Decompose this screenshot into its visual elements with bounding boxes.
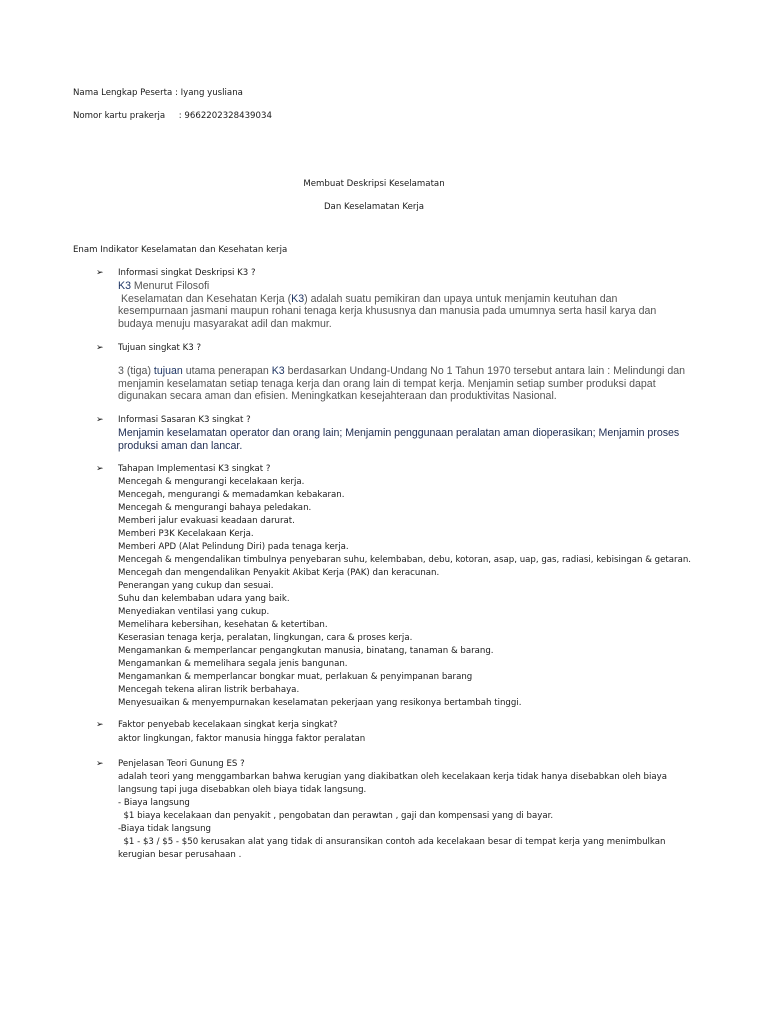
section-3-line-2: produksi aman dan lancar. [118, 439, 243, 452]
section-2-text-a: 3 (tiga) [118, 365, 154, 377]
bullet-icon: ➢ [96, 268, 104, 278]
section-2-text-b: utama penerapan [182, 365, 272, 377]
implementation-item: Suhu dan kelembaban udara yang baik. [118, 594, 290, 604]
implementation-item: Memberi P3K Kecelakaan Kerja. [118, 529, 254, 539]
implementation-item: Mencegah dan mengendalikan Penyakit Akibat Kerja (PAK) dan keracunan. [118, 568, 440, 578]
implementation-list [118, 476, 692, 710]
implementation-item: Menyesuaikan & menyempurnakan keselamatan pekerjaan yang resikonya bertambah tinggi. [118, 698, 522, 708]
section-6-line: -Biaya tidak langsung [118, 824, 211, 834]
implementation-item: Memberi jalur evakuasi keadaan darurat. [118, 516, 295, 526]
section-1-title: Informasi singkat Deskripsi K3 ? [118, 268, 256, 278]
section-2-title: Tujuan singkat K3 ? [118, 343, 202, 353]
k3-keyword: K3 [291, 292, 305, 305]
implementation-item: Menyediakan ventilasi yang cukup. [118, 607, 270, 617]
implementation-item: Mengamankan & memperlancar pengangkutan manusia, binatang, tanaman & barang. [118, 646, 494, 656]
section-1-text-b: ) adalah suatu pemikiran dan upaya untuk menjamin keutuhan dan [304, 292, 618, 305]
section-5-line-1: aktor lingkungan, faktor manusia hingga faktor peralatan [118, 734, 366, 744]
bullet-icon: ➢ [96, 343, 104, 353]
document-title-line2: Dan Keselamatan Kerja [323, 202, 425, 212]
bullet-icon: ➢ [96, 759, 104, 769]
implementation-item: Mengamankan & memelihara segala jenis bangunan. [118, 659, 348, 669]
section-6-title: Penjelasan Teori Gunung ES ? [118, 759, 245, 769]
bullet-icon: ➢ [96, 415, 104, 425]
implementation-item: Keserasian tenaga kerja, peralatan, lingkungan, cara & proses kerja. [118, 633, 413, 643]
section-1-line-3: budaya menuju masyarakat adil dan makmur. [118, 317, 332, 330]
document-title-line1: Membuat Deskripsi Keselamatan [303, 179, 445, 189]
intro-heading: Enam Indikator Keselamatan dan Kesehatan kerja [73, 245, 288, 255]
section-2-body [118, 365, 685, 403]
section-1-line-2: kesempurnaan jasmani maupun rohani tenaga kerja khususnya dan manusia pada umumnya serta hasil karya dan [118, 305, 657, 317]
bullet-icon: ➢ [96, 720, 104, 730]
tujuan-keyword: tujuan [153, 365, 183, 377]
section-3-line-1: Menjamin keselamatan operator dan orang lain; Menjamin penggunaan peralatan aman dioperasikan; Menjamin proses [118, 427, 680, 439]
k3-keyword: K3 [118, 280, 131, 292]
section-1-body [118, 280, 678, 330]
section-2-line-2: menjamin keselamatan setiap tenaga kerja dan orang lain di tempat kerja. Menjamin setiap sumber produksi dapat [118, 377, 656, 390]
section-6-line: - Biaya langsung [118, 798, 190, 808]
k3-keyword: K3 [271, 365, 285, 377]
section-4-title: Tahapan Implementasi K3 singkat ? [118, 464, 271, 474]
section-5-title: Faktor penyebab kecelakaan singkat kerja singkat? [118, 720, 338, 730]
implementation-item: Memberi APD (Alat Pelindung Diri) pada tenaga kerja. [118, 542, 349, 552]
section-6-body [118, 771, 678, 862]
bullet-icon: ➢ [96, 464, 104, 474]
section-2-line-3: digunakan secara aman dan efisien. Meningkatkan kesejahteraan dan produktivitas Nasional. [118, 390, 557, 402]
section-5-body [118, 733, 678, 746]
implementation-item: Mencegah & mengurangi bahaya peledakan. [118, 503, 312, 513]
participant-name: Nama Lengkap Peserta : Iyang yusliana [73, 88, 243, 98]
section-3-body [118, 427, 678, 452]
implementation-item: Mencegah & mengendalikan timbulnya penyebaran suhu, kelembaban, debu, kotoran, asap, uap, gas, radiasi, kebisingan & getaran. [118, 555, 692, 565]
section-6-line: $1 - $3 / $5 - $50 kerusakan alat yang tidak di ansuransikan contoh ada kecelakaan besar di tempat kerja yang menimbulkan [118, 837, 666, 847]
implementation-item: Penerangan yang cukup dan sesuai. [118, 581, 274, 591]
prakerja-card-number: Nomor kartu prakerja : 9662202328439034 [73, 111, 272, 121]
implementation-item: Memelihara kebersihan, kesehatan & ketertiban. [118, 620, 328, 630]
section-1-subtitle: Menurut Filosofi [130, 280, 210, 292]
section-6-line: langsung tapi juga disebabkan oleh biaya tidak langsung. [118, 785, 367, 795]
implementation-item: Mencegah & mengurangi kecelakaan kerja. [118, 477, 305, 487]
implementation-item: Mencegah, mengurangi & memadamkan kebakaran. [118, 490, 345, 500]
section-3-title: Informasi Sasaran K3 singkat ? [118, 415, 251, 425]
section-2-text-c: berdasarkan Undang-Undang No 1 Tahun 1970 tersebut antara lain : Melindungi dan [284, 365, 685, 377]
section-6-line: kerugian besar perusahaan . [118, 850, 242, 860]
section-6-line: $1 biaya kecelakaan dan penyakit , pengobatan dan perawtan , gaji dan kompensasi yang di bayar. [118, 811, 554, 821]
section-1-text-a: Keselamatan dan Kesehatan Kerja ( [118, 292, 292, 305]
implementation-item: Mengamankan & memperlancar bongkar muat, perlakuan & penyimpanan barang [118, 672, 473, 682]
section-6-line: adalah teori yang menggambarkan bahwa kerugian yang diakibatkan oleh kecelakaan kerja tidak hanya disebabkan oleh biaya [118, 772, 667, 782]
implementation-item: Mencegah tekena aliran listrik berbahaya. [118, 685, 300, 695]
